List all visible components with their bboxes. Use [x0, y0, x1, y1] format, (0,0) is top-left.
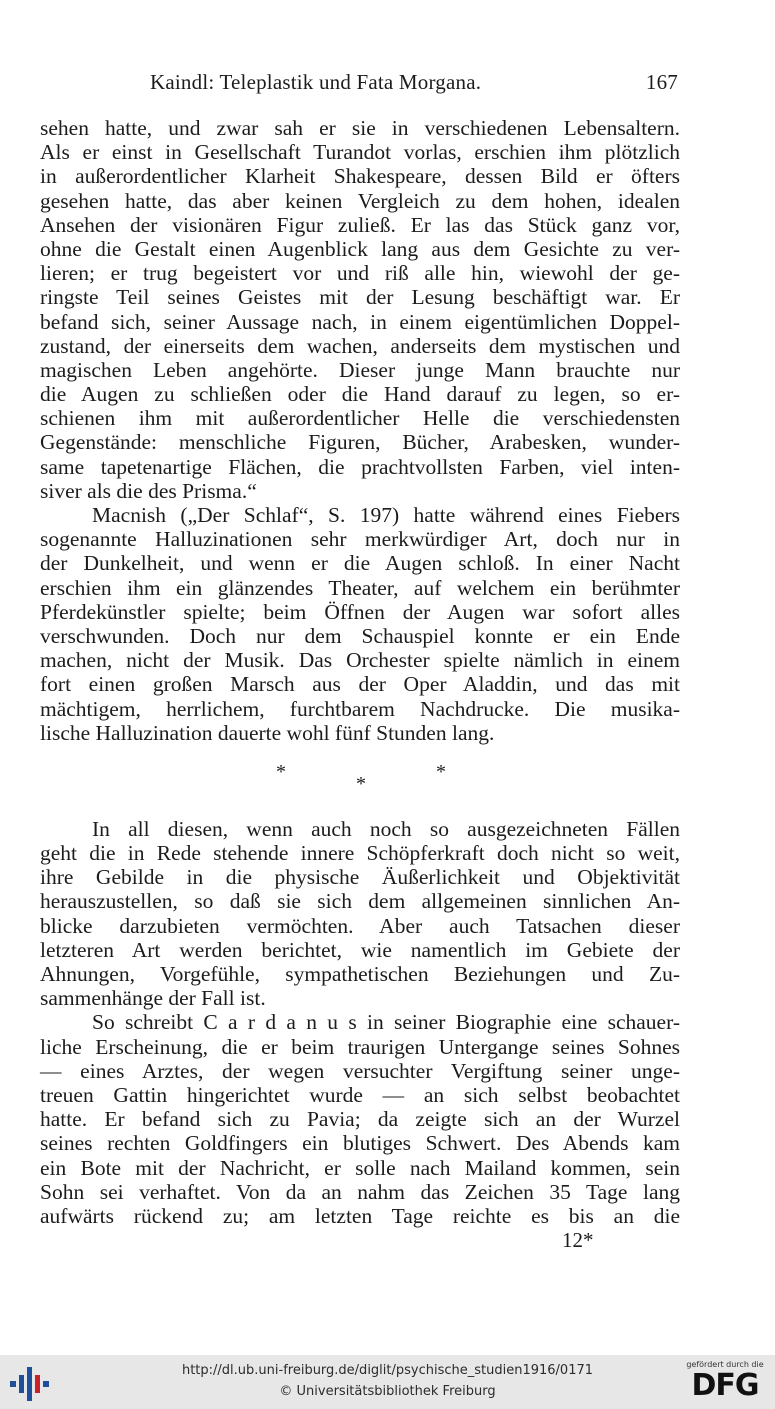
text-line: lieren; er trug begeistert vor und riß alle hin, wiewohl der ge-	[40, 261, 680, 286]
dfg-funding-logo	[683, 1360, 767, 1406]
copyright-notice: © Universitätsbibliothek Freiburg	[279, 1384, 496, 1399]
text-line: magischen Leben angehörte. Dieser junge Mann brauchte nur	[40, 357, 680, 382]
text-line: — eines Arztes, der wegen versuchter Vergiftung seiner unge-	[40, 1058, 680, 1083]
text-line: ein Bote mit der Nachricht, er solle nach Mailand kommen, sein	[40, 1155, 680, 1180]
page-number: 167	[645, 70, 678, 94]
text-line: ihre Gebilde in die physische Äußerlichkeit und Objektivität	[40, 865, 680, 890]
text-line: seines rechten Goldfingers ein blutiges Schwert. Des Abends kam	[40, 1131, 680, 1156]
library-footer	[0, 1355, 775, 1409]
body-text	[40, 116, 680, 1228]
printer-signature: 12*	[562, 1228, 594, 1252]
text-line: die Augen zu schließen oder die Hand darauf zu legen, so er-	[40, 382, 680, 407]
text-line: sehen hatte, und zwar sah er sie in verschiedenen Lebensaltern.	[40, 116, 680, 140]
text-line: zustand, der einerseits dem wachen, anderseits dem mystischen und	[40, 333, 680, 358]
text-line: machen, nicht der Musik. Das Orchester spielte nämlich in einem	[40, 648, 680, 673]
text-line: Sohn sei verhaftet. Von da an nahm das Zeichen 35 Tage lang	[40, 1179, 680, 1204]
text-line: Ahnungen, Vorgefühle, sympathetischen Beziehungen und Zu-	[40, 962, 680, 986]
text-line: blicke darzubieten vermöchten. Aber auch Tatsachen dieser	[40, 913, 680, 938]
text-line: sogenannte Halluzinationen sehr merkwürdiger Art, doch nur in	[40, 527, 680, 552]
running-title: Kaindl: Teleplastik und Fata Morgana.	[150, 70, 482, 94]
text-line: So schreibt C a r d a n u s in seiner Biographie eine schauer-	[92, 1010, 680, 1035]
permalink-url[interactable]: http://dl.ub.uni-freiburg.de/diglit/psychische_studien1916/0171	[181, 1363, 594, 1378]
text-line: ringste Teil seines Geistes mit der Lesung beschäftigt war. Er	[40, 285, 680, 310]
paragraph-macnish	[40, 503, 680, 745]
asterisk: *	[276, 760, 286, 783]
paragraph-continuation	[40, 116, 680, 503]
text-line: Pferdekünstler spielte; beim Öffnen der Augen war sofort alles	[40, 599, 680, 624]
text-line: mächtigem, herrlichem, furchtbarem Nachdrucke. Die musika-	[40, 696, 680, 721]
running-header	[150, 70, 678, 95]
text-line: Gegenstände: menschliche Figuren, Bücher, Arabesken, wunder-	[40, 430, 680, 455]
text-line: schienen ihm mit außerordentlicher Helle die verschiedensten	[40, 406, 680, 431]
text-line: erschien ihm ein glänzendes Theater, auf welchem ein berühmter	[40, 575, 680, 600]
text-line: der Dunkelheit, und wenn er die Augen schloß. In einer Nacht	[40, 551, 680, 576]
text-line: In all diesen, wenn auch noch so ausgezeichneten Fällen	[92, 816, 680, 841]
asterisk: *	[356, 772, 366, 795]
text-line: siver als die des Prisma.“	[40, 478, 257, 503]
section-break-asterisks	[40, 751, 680, 807]
text-line: in außerordentlicher Klarheit Shakespeare, dessen Bild er öfters	[40, 164, 680, 189]
text-line: befand sich, seiner Aussage nach, in einem eigentümlichen Doppel-	[40, 309, 680, 334]
text-line: lische Halluzination dauerte wohl fünf Stunden lang.	[40, 720, 495, 745]
text-line: verschwunden. Doch nur dem Schauspiel konnte er ein Ende	[40, 623, 680, 648]
text-line: geht die in Rede stehende innere Schöpferkraft doch nicht so weit,	[40, 841, 680, 866]
text-line: Ansehen der visionären Figur zuließ. Er las das Stück ganz vor,	[40, 212, 680, 237]
dfg-logo-text: DFG	[691, 1368, 759, 1403]
text-line: same tapetenartige Flächen, die prachtvollsten Farben, viel inten-	[40, 454, 680, 479]
text-line: gesehen hatte, das aber keinen Vergleich zu dem hohen, idealen	[40, 188, 680, 213]
text-line: Macnish („Der Schlaf“, S. 197) hatte während eines Fiebers	[92, 503, 680, 527]
text-line: hatte. Er befand sich zu Pavia; da zeigte sich an der Wurzel	[40, 1107, 680, 1132]
text-line: liche Erscheinung, die er beim traurigen Untergange seines Sohnes	[40, 1034, 680, 1059]
text-line: sammenhänge der Fall ist.	[40, 986, 266, 1011]
text-line: aufwärts rückend zu; am letzten Tage reichte es bis an die	[40, 1203, 680, 1228]
text-line: letzteren Art werden berichtet, wie namentlich im Gebiete der	[40, 937, 680, 962]
text-line: treuen Gattin hingerichtet wurde — an sich selbst beobachtet	[40, 1082, 680, 1107]
text-line: fort einen großen Marsch aus der Oper Aladdin, und das mit	[40, 672, 680, 697]
paragraph-cardanus	[40, 1010, 680, 1228]
text-line: ohne die Gestalt einen Augenblick lang aus dem Gesichte zu ver-	[40, 236, 680, 261]
paragraph-in-all-diesen	[40, 817, 680, 1011]
text-line: Als er einst in Gesellschaft Turandot vorlas, erschien ihm plötzlich	[40, 140, 680, 165]
funding-note: gefördert durch die	[686, 1360, 764, 1369]
text-line: herauszustellen, so daß sie sich dem allgemeinen sinnlichen An-	[40, 889, 680, 914]
asterisk: *	[436, 760, 446, 783]
